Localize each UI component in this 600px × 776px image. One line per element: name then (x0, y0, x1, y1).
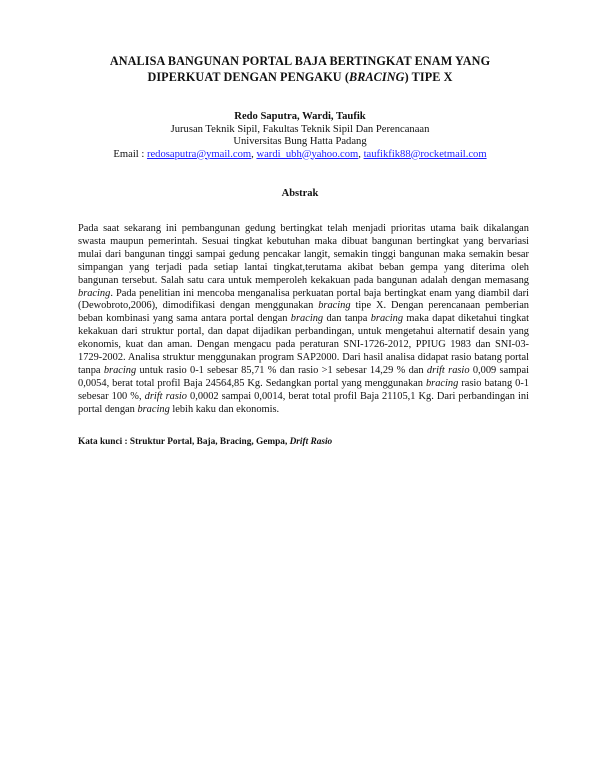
abstract-heading: Abstrak (281, 188, 319, 199)
email-link-redo[interactable]: redosaputra@ymail.com (146, 148, 252, 160)
abstract-text: Pada saat sekarang ini pembangunan gedung bertingkat telah menjadi prioritas utama baik dikalangan swasta maupun pemerintah. Sesuai tingkat kebutuhan maka dibuat bangunan bertingkat yang bervariasi mulai dari bangunan tinggi sampai gedung pencakar langit, semakin tinggi bangunan maka semakin besar simpangan yang terjadi pada setiap lantai tingkat,terutama akibat beban gempa yang diterima oleh bangunan tersebut. Salah satu cara untuk memperoleh kekakuan pada bangunan adalah dengan memasang bracing. Pada penelitian ini mencoba menganalisa perkuatan portal baja bertingkat enam yang diambil dari (Dewobroto,2006), dimodifikasi dengan menggunakan bracing tipe X. Dengan perencanaan pemberian beban kombinasi yang sama antara portal dengan bracing dan tanpa bracing maka dapat diketahui tingkat kekakuan dari struktur portal, dan dapat dijadikan perbandingan, untuk mengetahui alternatif desain yang ekonomis, kuat dan aman. Dengan mengacu pada peraturan SNI-1726-2012, PPIUG 1983 dan SNI-03-1729-2002. Analisa struktur menggunakan program SAP2000. Dari hasil analisa didapat rasio batang portal tanpa bracing untuk rasio 0-1 sebesar 85,71 % dan rasio >1 sebesar 14,29 % dan drift rasio 0,009 sampai 0,0054, berat total profil Baja 24564,85 Kg. Sedangkan portal yang menggunakan bracing rasio batang 0-1 sebesar 100 %, drift rasio 0,0002 sampai 0,0014, berat total profil Baja 21105,1 Kg. Dari perbandingan ini portal dengan bracing lebih kaku dan ekonomis. (78, 223, 530, 415)
author-block (60, 111, 540, 161)
title-bracing-term: BRACING (349, 70, 405, 84)
affiliation-university: Universitas Bung Hatta Padang (233, 136, 367, 147)
email-link-wardi[interactable]: wardi_ubh@yahoo.com (256, 148, 359, 160)
email-line: Email : redosaputra@ymail.com, wardi_ubh@yahoo.com, taufikfik88@rocketmail.com (113, 148, 487, 160)
affiliation-faculty: Jurusan Teknik Sipil, Fakultas Teknik Sipil Dan Perencanaan (170, 123, 430, 135)
email-label: Email : (113, 148, 147, 160)
paper-title (60, 53, 540, 85)
email-link-taufik[interactable]: taufikfik88@rocketmail.com (363, 148, 487, 160)
title-line-1: ANALISA BANGUNAN PORTAL BAJA BERTINGKAT ENAM YANG (109, 54, 491, 68)
keyword-drift-rasio: Drift Rasio (289, 437, 333, 447)
keywords-line: Kata kunci : Struktur Portal, Baja, Bracing, Gempa, Drift Rasio (78, 437, 333, 447)
title-line-2: DIPERKUAT DENGAN PENGAKU (BRACING) TIPE X (147, 70, 453, 84)
author-names: Redo Saputra, Wardi, Taufik (234, 111, 366, 122)
